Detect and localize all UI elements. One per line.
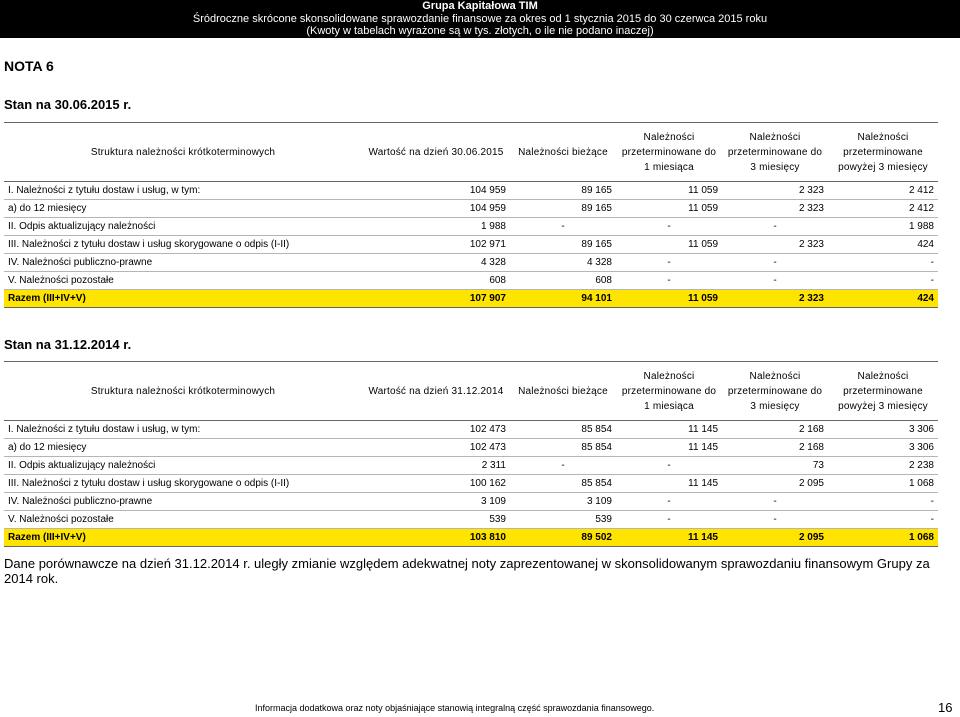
footer-text: Informacja dodatkowa oraz noty objaśniające stanowią integralną część sprawozdania finansowego. — [255, 703, 655, 713]
receivables-table-2014 — [4, 361, 938, 547]
cell-value: 11 059 — [616, 200, 722, 218]
cell-value: - — [722, 254, 828, 272]
column-header: Należności przeterminowane do 1 miesiąca — [616, 123, 722, 182]
row-label: IV. Należności publiczno-prawne — [4, 493, 362, 511]
cell-value: 104 959 — [362, 200, 510, 218]
cell-value: 89 165 — [510, 182, 616, 200]
cell-value: 2 168 — [722, 439, 828, 457]
comparative-data-note: Dane porównawcze na dzień 31.12.2014 r. uległy zmianie względem adekwatnej noty zaprezentowanej w skonsolidowanym sprawozdaniu finansowym Grupy za 2014 rok. — [4, 556, 930, 586]
cell-value: - — [616, 457, 722, 475]
cell-value: - — [616, 272, 722, 290]
column-header: Struktura należności krótkoterminowych — [4, 362, 362, 421]
report-title: Śródroczne skrócone skonsolidowane sprawozdanie finansowe za okres od 1 stycznia 2015 do 30 czerwca 2015 roku — [192, 12, 768, 25]
column-header: Należności bieżące — [510, 362, 616, 421]
cell-value: 11 145 — [616, 421, 722, 439]
table-header-row — [4, 362, 938, 421]
column-header: Należności przeterminowane do 3 miesięcy — [722, 123, 828, 182]
table-row — [4, 475, 938, 493]
cell-value: 424 — [828, 236, 938, 254]
cell-value: - — [722, 511, 828, 529]
cell-value: 1 988 — [828, 218, 938, 236]
column-header: Wartość na dzień 30.06.2015 — [362, 123, 510, 182]
cell-value: - — [722, 493, 828, 511]
cell-value: - — [828, 511, 938, 529]
company-name: Grupa Kapitałowa TIM — [422, 0, 538, 12]
cell-value: 2 168 — [722, 421, 828, 439]
cell-value: 3 109 — [362, 493, 510, 511]
page-number: 16 — [938, 700, 953, 715]
column-header: Należności przeterminowane powyżej 3 miesięcy — [828, 123, 938, 182]
cell-value: 102 971 — [362, 236, 510, 254]
units-note: (Kwoty w tabelach wyrażone są w tys. złotych, o ile nie podano inaczej) — [306, 25, 654, 37]
row-label: II. Odpis aktualizujący należności — [4, 457, 362, 475]
cell-value: 539 — [362, 511, 510, 529]
total-value: 89 502 — [510, 529, 616, 547]
cell-value: 3 306 — [828, 421, 938, 439]
cell-value: - — [616, 254, 722, 272]
cell-value: 104 959 — [362, 182, 510, 200]
column-header: Wartość na dzień 31.12.2014 — [362, 362, 510, 421]
report-header — [0, 0, 960, 38]
cell-value: 3 306 — [828, 439, 938, 457]
cell-value: 85 854 — [510, 475, 616, 493]
cell-value: - — [616, 218, 722, 236]
row-label: III. Należności z tytułu dostaw i usług skorygowane o odpis (I-II) — [4, 475, 362, 493]
cell-value: 100 162 — [362, 475, 510, 493]
table-row — [4, 236, 938, 254]
row-label: II. Odpis aktualizujący należności — [4, 218, 362, 236]
total-label: Razem (III+IV+V) — [4, 290, 362, 308]
row-label: V. Należności pozostałe — [4, 511, 362, 529]
cell-value: - — [828, 272, 938, 290]
cell-value: 102 473 — [362, 421, 510, 439]
section1-title: Stan na 30.06.2015 r. — [4, 97, 132, 112]
cell-value: 608 — [362, 272, 510, 290]
table-row — [4, 511, 938, 529]
cell-value: 11 059 — [616, 182, 722, 200]
table-row — [4, 254, 938, 272]
cell-value: 85 854 — [510, 439, 616, 457]
cell-value: 89 165 — [510, 200, 616, 218]
table-row — [4, 218, 938, 236]
total-row — [4, 529, 938, 547]
cell-value: 2 238 — [828, 457, 938, 475]
cell-value: 2 323 — [722, 236, 828, 254]
table-row — [4, 421, 938, 439]
column-header: Należności przeterminowane powyżej 3 miesięcy — [828, 362, 938, 421]
table-row — [4, 272, 938, 290]
cell-value: 2 323 — [722, 182, 828, 200]
cell-value: 73 — [722, 457, 828, 475]
row-label: V. Należności pozostałe — [4, 272, 362, 290]
row-label: I. Należności z tytułu dostaw i usług, w tym: — [4, 182, 362, 200]
row-label: a) do 12 miesięcy — [4, 439, 362, 457]
cell-value: 4 328 — [510, 254, 616, 272]
cell-value: - — [510, 218, 616, 236]
column-header: Należności przeterminowane do 1 miesiąca — [616, 362, 722, 421]
table-row — [4, 200, 938, 218]
note-number: NOTA 6 — [4, 58, 54, 74]
total-value: 11 145 — [616, 529, 722, 547]
total-value: 2 323 — [722, 290, 828, 308]
row-label: III. Należności z tytułu dostaw i usług skorygowane o odpis (I-II) — [4, 236, 362, 254]
cell-value: - — [722, 218, 828, 236]
total-label: Razem (III+IV+V) — [4, 529, 362, 547]
cell-value: 1 068 — [828, 475, 938, 493]
total-row — [4, 290, 938, 308]
cell-value: - — [722, 272, 828, 290]
table-header-row — [4, 123, 938, 182]
total-value: 2 095 — [722, 529, 828, 547]
cell-value: - — [828, 254, 938, 272]
cell-value: 1 988 — [362, 218, 510, 236]
cell-value: 11 145 — [616, 439, 722, 457]
total-value: 94 101 — [510, 290, 616, 308]
cell-value: 2 412 — [828, 200, 938, 218]
cell-value: 608 — [510, 272, 616, 290]
cell-value: - — [510, 457, 616, 475]
cell-value: 11 145 — [616, 475, 722, 493]
cell-value: 102 473 — [362, 439, 510, 457]
total-value: 11 059 — [616, 290, 722, 308]
total-value: 424 — [828, 290, 938, 308]
cell-value: - — [616, 493, 722, 511]
row-label: a) do 12 miesięcy — [4, 200, 362, 218]
cell-value: 89 165 — [510, 236, 616, 254]
column-header: Należności bieżące — [510, 123, 616, 182]
cell-value: 539 — [510, 511, 616, 529]
cell-value: 85 854 — [510, 421, 616, 439]
cell-value: 2 095 — [722, 475, 828, 493]
cell-value: 11 059 — [616, 236, 722, 254]
table-row — [4, 493, 938, 511]
cell-value: 4 328 — [362, 254, 510, 272]
row-label: IV. Należności publiczno-prawne — [4, 254, 362, 272]
total-value: 1 068 — [828, 529, 938, 547]
total-value: 107 907 — [362, 290, 510, 308]
column-header: Struktura należności krótkoterminowych — [4, 123, 362, 182]
cell-value: - — [828, 493, 938, 511]
cell-value: 3 109 — [510, 493, 616, 511]
row-label: I. Należności z tytułu dostaw i usług, w tym: — [4, 421, 362, 439]
column-header: Należności przeterminowane do 3 miesięcy — [722, 362, 828, 421]
total-value: 103 810 — [362, 529, 510, 547]
cell-value: 2 323 — [722, 200, 828, 218]
cell-value: - — [616, 511, 722, 529]
cell-value: 2 311 — [362, 457, 510, 475]
table-row — [4, 439, 938, 457]
section2-title: Stan na 31.12.2014 r. — [4, 337, 132, 352]
cell-value: 2 412 — [828, 182, 938, 200]
table-row — [4, 457, 938, 475]
table-row — [4, 182, 938, 200]
receivables-table-2015 — [4, 122, 938, 308]
